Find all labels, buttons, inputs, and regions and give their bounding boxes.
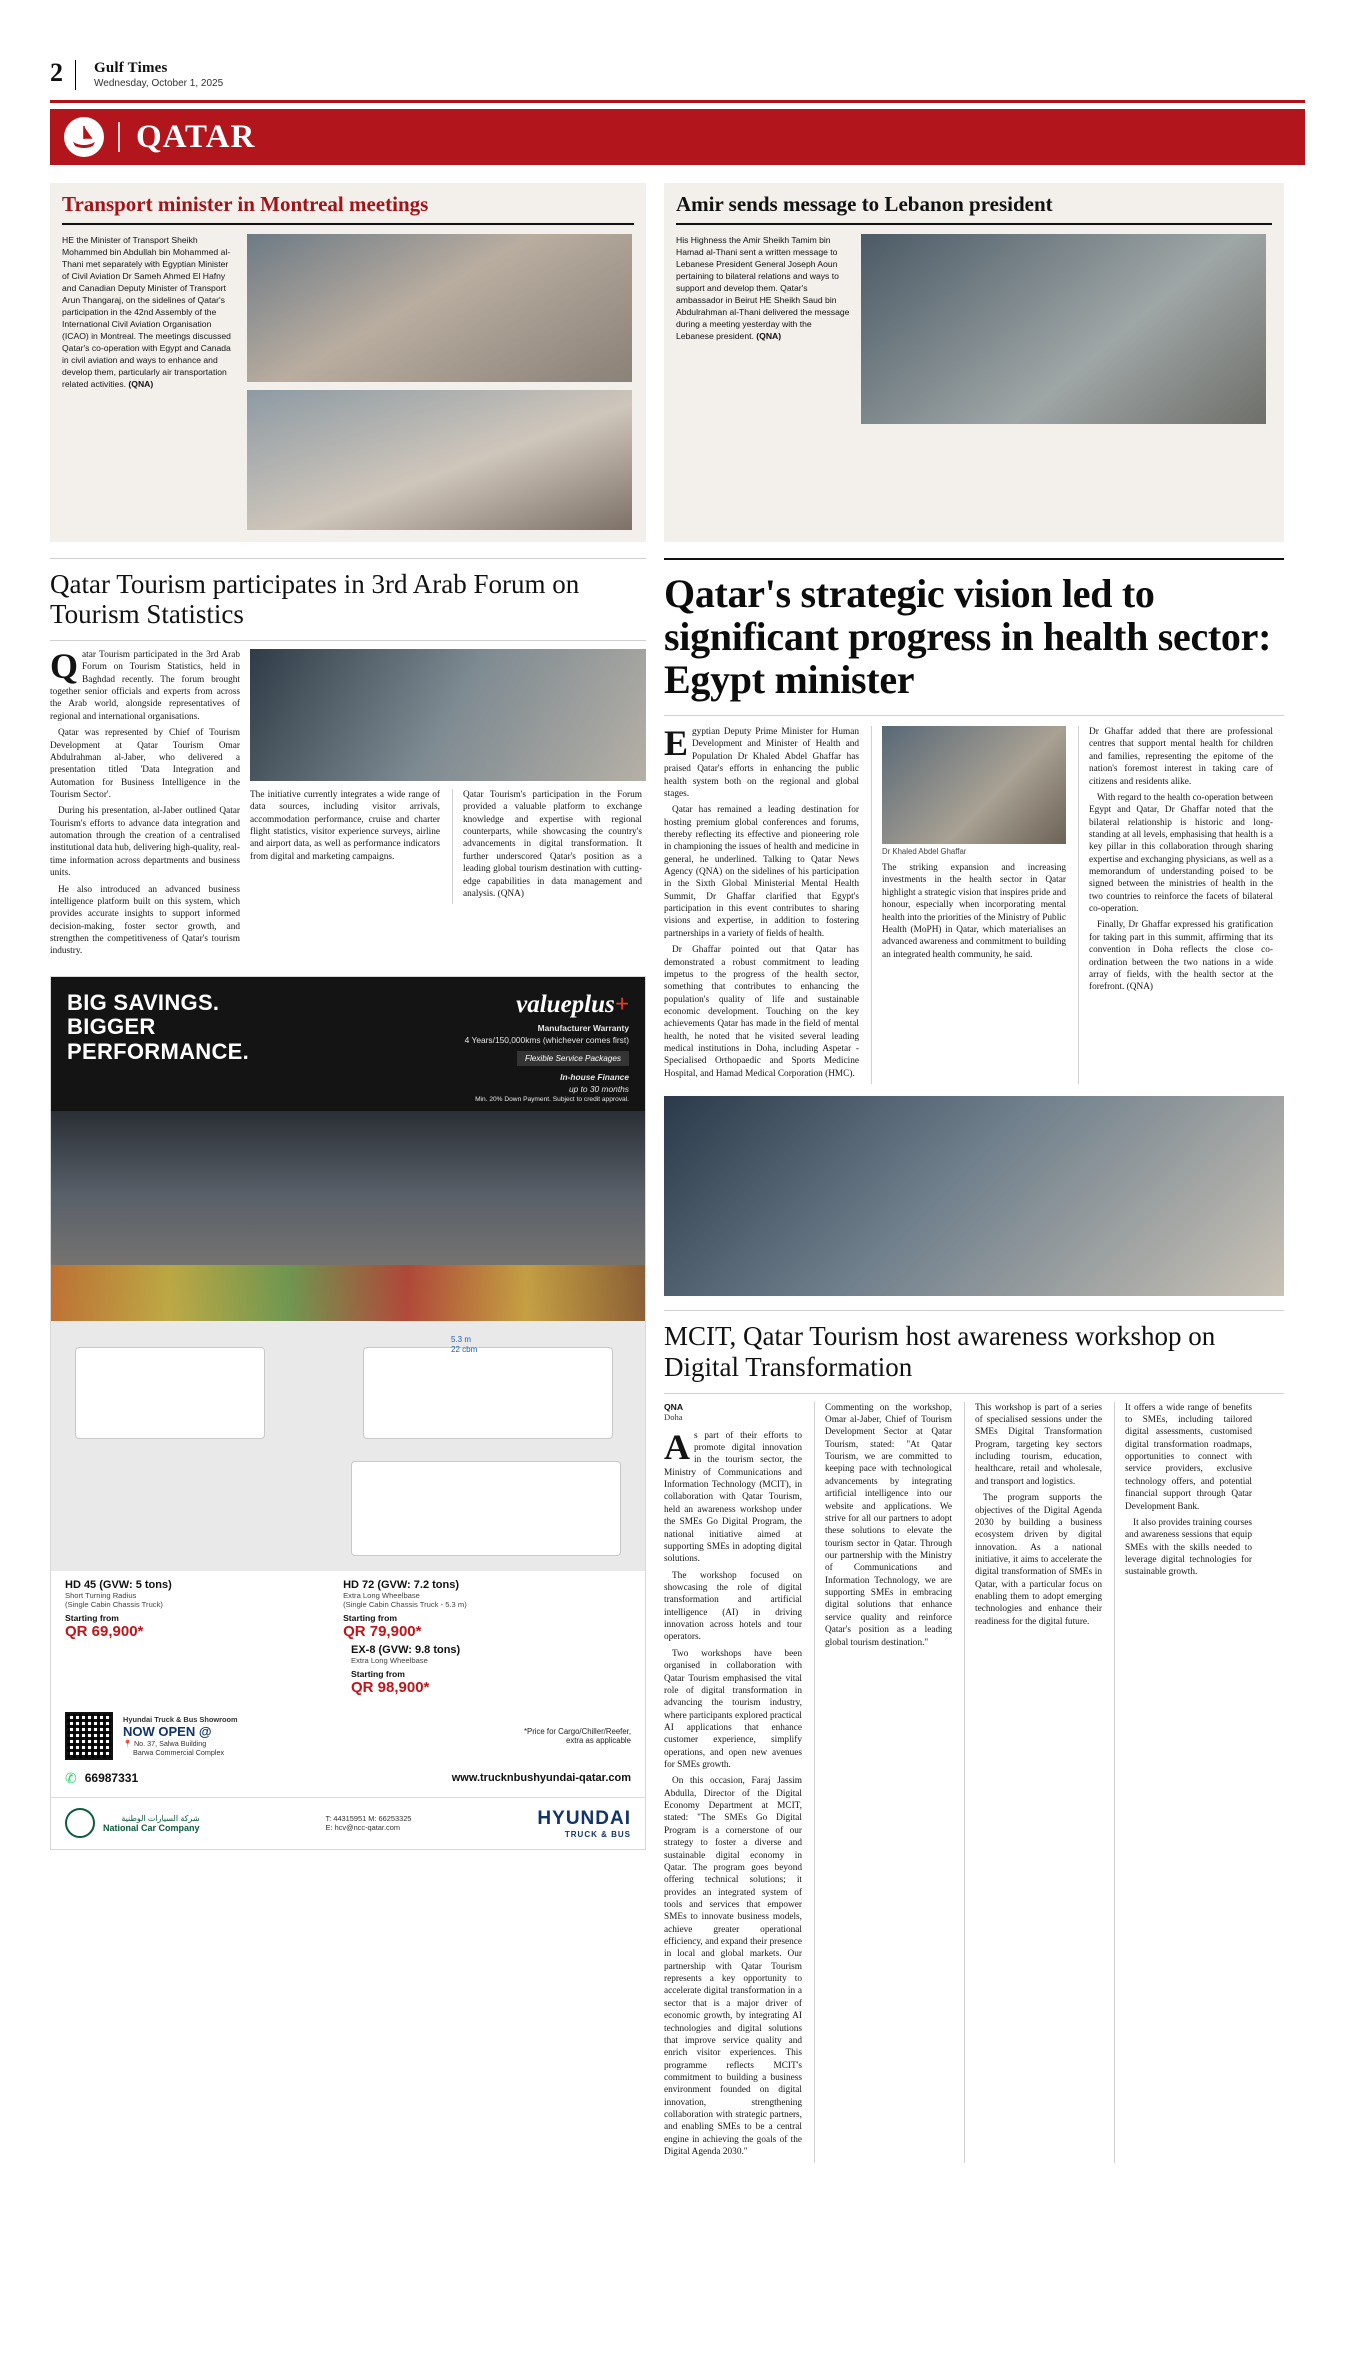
ad-storefront-photo bbox=[51, 1111, 645, 1321]
publication-date: Wednesday, October 1, 2025 bbox=[94, 78, 224, 90]
story-credit: (QNA) bbox=[756, 330, 782, 341]
story-headline: Amir sends message to Lebanon president bbox=[676, 192, 1053, 216]
story-headline: Transport minister in Montreal meetings bbox=[62, 192, 429, 216]
location-pin-icon: 📍 bbox=[123, 1738, 132, 1748]
story-column-1c: During his presentation, al-Jaber outlined Qatar Tourism's efforts to advance data integration and automation through the creation of a centralised institutional data hub, delivering high-quality, real-time information across departments and business units. bbox=[50, 806, 240, 879]
advert-telephone: T: 44315951 M: 66253325 bbox=[325, 1814, 412, 1824]
model-price: QR 98,900* bbox=[351, 1678, 430, 1696]
headline-rule bbox=[62, 223, 634, 225]
story-photo bbox=[861, 234, 1266, 424]
story-photo-top bbox=[247, 234, 632, 382]
hyundai-wordmark: HYUNDAI bbox=[537, 1807, 631, 1829]
model-name: EX-8 (GVW: 9.8 tons) bbox=[351, 1643, 461, 1656]
ad-headline-2: BIGGER bbox=[67, 1014, 156, 1040]
truck-volume-label: 22 cbm bbox=[451, 1344, 478, 1354]
price-note-line1: *Price for Cargo/Chiller/Reefer, bbox=[523, 1726, 631, 1736]
ad-finance-note: Min. 20% Down Payment. Subject to credit approval. bbox=[475, 1095, 629, 1103]
ad-finance-title: In-house Finance bbox=[560, 1071, 629, 1082]
qr-code-icon[interactable] bbox=[65, 1712, 113, 1760]
health-col-1: Egyptian Deputy Prime Minister for Human Development and Minister of Health and Population Dr Khaled Abdel Ghaffar has praised Qatar's efforts in enhancing the public health system both on the regional and global stages. bbox=[664, 723, 859, 799]
byline-city: Doha bbox=[664, 1411, 683, 1422]
mcit-story-headline: MCIT, Qatar Tourism host awareness workshop on Digital Transformation bbox=[664, 1321, 1216, 1382]
transport-minister-story bbox=[50, 183, 646, 542]
masthead bbox=[50, 60, 1305, 96]
mcit-col-1b: The workshop focused on showcasing the role of digital transformation and artificial intelligence (AI) in driving innovation across hotels and tour operators. bbox=[664, 1570, 802, 1643]
top-stories-row bbox=[50, 183, 1305, 542]
story-photo-bottom bbox=[247, 390, 632, 530]
middle-section bbox=[50, 558, 1305, 2163]
model-spec-2: (Single Cabin Chassis Truck) bbox=[65, 1599, 163, 1609]
band-separator bbox=[118, 122, 120, 152]
health-story-headline: Qatar's strategic vision led to significant progress in health sector: Egypt minister bbox=[664, 570, 1272, 702]
story-body: His Highness the Amir Sheikh Tamim bin Hamad al-Thani sent a written message to Lebanese President General Joseph Aoun pertaining to bilateral relations and ways to support and develop them. Qatar's ambassador in Beirut HE Sheikh Saud bin Abdulrahman al-Thani delivered the message during a meeting yesterday with the Lebanese president. bbox=[676, 234, 850, 341]
showroom-title: Hyundai Truck & Bus Showroom bbox=[123, 1714, 238, 1724]
story-headline: Qatar Tourism participates in 3rd Arab Forum on Tourism Statistics bbox=[50, 568, 580, 630]
story-column-3: Qatar Tourism's participation in the Forum provided a valuable platform to exchange knowledge and expertise with regional counterparts, while showcasing the country's advancements in digital transformation. It further underscored Qatar's position as a leading global tourism destination with cutting-edge capabilities in data management and analysis. (QNA) bbox=[463, 790, 642, 899]
ad-headline-1: BIG SAVINGS. bbox=[67, 989, 220, 1015]
health-col-3c: Finally, Dr Ghaffar expressed his gratification for taking part in this summit, affirming that its convention in Doha reflects the close co-ordination between the two nations in a wide array of fields, with the health sector at the forefront. (QNA) bbox=[1089, 920, 1273, 993]
showroom-address-line1: No. 37, Salwa Building bbox=[133, 1738, 207, 1748]
mcit-col-4a: It offers a wide range of benefits to SMEs, including tailored digital assessments, customised digital transformation roadmaps, opportunities to connect with service providers, exclusive technology offers, and potential financial support through Qatar Development Bank. bbox=[1125, 1402, 1252, 1512]
amir-message-story bbox=[664, 183, 1284, 542]
model-spec-2: (Single Cabin Chassis Truck - 5.3 m) bbox=[343, 1599, 467, 1609]
whatsapp-icon[interactable]: ✆ bbox=[65, 1769, 77, 1786]
story-column-2: The initiative currently integrates a wide range of data sources, including visitor arrivals, accommodation performance, cruise and charter flight statistics, visitor experience surveys, airline and airport data, as well as performance indicators from digital and marketing campaigns. bbox=[250, 790, 440, 862]
ad-truck-lineup bbox=[51, 1321, 645, 1571]
advert-website[interactable]: www.trucknbushyundai-qatar.com bbox=[451, 1772, 631, 1785]
portrait-caption: Dr Khaled Abdel Ghaffar bbox=[882, 847, 967, 857]
health-col-1b: Qatar has remained a leading destination for hosting premium global conferences and forums, thereby reflecting its effective and pioneering role in championing the issues of health and medicine in general, he underlined. Talking to Qatar News Agency (QNA) on the sidelines of his participation in the Sixth Global Ministerial Mental Health Summit, Dr Ghaffar clarified that Egypt's participation in this event contributes to sharing visions and expertise, in addition to fostering partnerships in a variety of fields of health. bbox=[664, 805, 859, 939]
ad-warranty-detail: 4 Years/150,000kms (whichever comes first) bbox=[464, 1034, 629, 1045]
right-column bbox=[664, 558, 1284, 2163]
mcit-col-3a: This workshop is part of a series of specialised sessions under the SMEs Digital Transformation Program, targeting key sectors including tourism, education, healthcare, retail and wholesale, and transport and logistics. bbox=[975, 1402, 1102, 1487]
company-name-english: National Car Company bbox=[103, 1822, 200, 1833]
publication-title: Gulf Times bbox=[94, 60, 168, 76]
model-spec-1: Short Turning Radius bbox=[65, 1590, 137, 1600]
story-credit: (QNA) bbox=[128, 378, 154, 389]
story-column-1d: He also introduced an advanced business intelligence platform built on this system, which provides accurate insights to support informed decision-making, foster sector growth, and strengthen the competitiveness of Qatar's tourism industry. bbox=[50, 884, 240, 957]
hyundai-subline: TRUCK & BUS bbox=[564, 1829, 631, 1839]
health-portrait-photo bbox=[882, 726, 1066, 844]
byline-agency: QNA bbox=[664, 1401, 684, 1412]
model-price: QR 69,900* bbox=[65, 1622, 144, 1640]
mcit-col-2a: Commenting on the workshop, Omar al-Jaber, Chief of Tourism Development Sector at Qatar Tourism, stated: "At Qatar Tourism, we are committed to keeping pace with technological advancements by integrating artificial intelligence into our website and applications. We strive for all our partners to adopt these solutions to elevate the tourism sector in Qatar. Through our partnership with the Ministry of Communications and Information Technology, we are supporting SMEs in embracing digital solutions that enhance service quality and reinforce Qatar's position as a leading global tourism destination." bbox=[825, 1402, 952, 1648]
health-col-3b: With regard to the health co-operation between Egypt and Qatar, Dr Ghaffar noted that the bilateral relationship is historic and long-standing at all levels, emphasising that health is a key pillar in this collaboration through sharing expertise and exchanging physicians, as well as a memorandum of understanding poised to be signed between the ministries of health in the two countries to reinforce the facets of bilateral co-operation. bbox=[1089, 792, 1273, 915]
dhow-boat-icon bbox=[64, 117, 104, 157]
truck-length-label: 5.3 m bbox=[451, 1334, 472, 1344]
showroom-open-label: NOW OPEN @ bbox=[123, 1723, 212, 1739]
section-band bbox=[50, 109, 1305, 165]
ad-brand: valueplus bbox=[516, 990, 615, 1018]
mcit-col-3b: The program supports the objectives of the Digital Agenda 2030 by building a business ecosystem driven by digital innovation. As a national initiative, it aims to accelerate the digital transformation of SMEs in Qatar, with a particular focus on enabling them to adopt emerging technologies and enhance their readiness for the digital future. bbox=[975, 1493, 1102, 1627]
ad-headline-3: PERFORMANCE. bbox=[67, 1038, 250, 1064]
company-name-arabic: شركة السيارات الوطنية bbox=[121, 1813, 200, 1823]
model-spec-1: Extra Long Wheelbase bbox=[343, 1590, 420, 1600]
showroom-address-line2: Barwa Commercial Complex bbox=[133, 1747, 225, 1757]
health-col-2: The striking expansion and increasing investments in the health sector in Qatar highlight a strategic vision that inspires pride and honour, especially when incorporating mental health into the priorities of the Ministry of Public Health (MoPH) in Qatar, which materialises an advanced awareness and commitment to building an integrated health community, he said. bbox=[882, 863, 1066, 960]
health-col-3a: Dr Ghaffar added that there are professional centres that support mental health for children and families, representing the epitome of the nation's foremost interest in taking care of citizens and residents alike. bbox=[1089, 727, 1273, 787]
model-from-label: Starting from bbox=[343, 1612, 398, 1623]
price-note-line2: extra as applicable bbox=[565, 1735, 631, 1745]
story-photo bbox=[250, 649, 646, 781]
mcit-col-1a: As part of their efforts to promote digital innovation in the tourism sector, the Ministry of Communications and Information Technology (MCIT), in collaboration with Qatar Tourism, held an awareness workshop under the SMEs Go Digital Program, the national initiative aimed at supporting SMEs in adopting digital solutions. bbox=[664, 1426, 802, 1565]
ad-warranty-title: Manufacturer Warranty bbox=[537, 1022, 629, 1033]
model-name: HD 72 (GVW: 7.2 tons) bbox=[343, 1578, 460, 1591]
model-name: HD 45 (GVW: 5 tons) bbox=[65, 1578, 172, 1591]
masthead-divider bbox=[75, 60, 76, 90]
story-column-1: Qatar Tourism participated in the 3rd Arab Forum on Tourism Statistics, held in Baghdad recently. The forum brought together senior officials and experts from across the Arab world, alongside representatives of regional and international organisations. bbox=[50, 646, 240, 722]
advert-phone[interactable]: 66987331 bbox=[84, 1771, 139, 1786]
ad-finance-detail: up to 30 months bbox=[568, 1083, 629, 1094]
section-title: QATAR bbox=[136, 118, 256, 155]
story-body: HE the Minister of Transport Sheikh Mohammed bin Abdullah bin Mohammed al-Thani met separately with Egyptian Minister of Civil Aviation Dr Sameh Ahmed El Hafny and Canadian Deputy Minister of Transport Arun Thangaraj, on the sidelines of Qatar's participation in the 42nd Assembly of the International Civil Aviation Organisation (ICAO) in Montreal. The meetings discussed Qatar's co-operation with Egypt and Canada in civil aviation and ways to enhance and develop them, particularly air transportation related activities. bbox=[62, 234, 231, 389]
model-price: QR 79,900* bbox=[343, 1622, 422, 1640]
story-column-1b: Qatar was represented by Chief of Tourism Development at Qatar Tourism Omar Abdulrahman al-Jaber, who delivered a presentation titled 'Data Integration and Automation for Business Intelligence in the Tourism Sector'. bbox=[50, 728, 240, 800]
advert-email: E: hcv@ncc-qatar.com bbox=[325, 1823, 400, 1833]
page-number: 2 bbox=[50, 58, 63, 87]
mcit-col-4b: It also provides training courses and awareness sessions that equip SMEs with the skills needed to leverage digital technologies for sustainable growth. bbox=[1125, 1517, 1252, 1578]
model-spec-1: Extra Long Wheelbase bbox=[351, 1655, 428, 1665]
model-from-label: Starting from bbox=[351, 1668, 405, 1679]
masthead-rule bbox=[50, 100, 1305, 103]
mcit-col-1c: Two workshops have been organised in collaboration with Qatar Tourism emphasised the vital role of digital transformation in advancing the tourism industry, where participants explored practical AI applications that enhance customer experience, simplify operations, and open new avenues for SMEs growth. bbox=[664, 1648, 802, 1771]
mcit-col-1d: On this occasion, Faraj Jassim Abdulla, Director of the Digital Economy Department at MCIT, stated: "The SMEs Go Digital Program is a cornerstone of our strategy to foster a diverse and sustainable digital economy in Qatar. The program goes beyond offering technical solutions; it provides an integrated system of tools and services that empower SMEs to innovate business models, achieve greater operational efficiency, and expand their presence in local and global markets. Our partnership with Qatar Tourism represents a key opportunity to accelerate digital transformation in a sector that is a major driver of economic growth, by integrating AI technologies and digital solutions that improve service quality and enrich visitor experiences. This programme reflects MCIT's commitment to building a business environment founded on digital innovation, strengthening collaboration with strategic partners, and enabling SMEs to be a central engine in achieving the goals of the Digital Agenda 2030." bbox=[664, 1776, 802, 2158]
health-col-1c: Dr Ghaffar pointed out that Qatar has demonstrated a robust commitment to leading impetus to the progress of the health sector, something that contributes to enhancing the population's quality of life and sustainable economic development. Touching on the key achievements Qatar has made in the field of mental health, he noted that he visited several leading medical institutions in Doha, including Aspetar - Specialised Orthopaedic and Sports Medicine Hospital, and Hamad Medical Corporation (HMC). bbox=[664, 945, 859, 1079]
health-event-photo bbox=[664, 1096, 1284, 1296]
headline-rule bbox=[676, 223, 1272, 225]
ad-service-package: Flexible Service Packages bbox=[517, 1051, 629, 1066]
hyundai-advertisement: BIG SAVINGS. BIGGER PERFORMANCE. valueplus+ Manufacturer Warranty 4 Years/150,000kms (whichever comes first) Flexible Service Packages In-house Finance up to 30 months Min. 20% Down Payment. Subject to credit approval. 5.3 m 22 cbm HD 45 (GVW: 5 tons) Short Turning Radius (Single Cabin Chassis Truck) Starting from QR 69,900* HD 72 (GVW: 7.2 tons) Extra Long Wheelbase (Single Cabin Chassis Truck - 5.3 m) Starting from QR 79,900* EX-8 (GVW: 9.8 tons) Extra Long Wheelbase Starting from QR 98,900* Hyundai Truck & Bus Showroom NOW OPEN @ 📍 No. 37, Salwa Building Barwa Commercial Complex *Price for Cargo/Chiller/Reefer, extra as applicable ✆ 66987331 www.trucknbushyundai-qatar.com شركة السيارات الوطنية National Car Company T: 44315951 M: 66253325 E: hcv@ncc-qatar.com HYUNDAI TRUCK & BUS bbox=[50, 976, 646, 1850]
tourism-story bbox=[50, 558, 646, 2163]
model-from-label: Starting from bbox=[65, 1612, 119, 1623]
